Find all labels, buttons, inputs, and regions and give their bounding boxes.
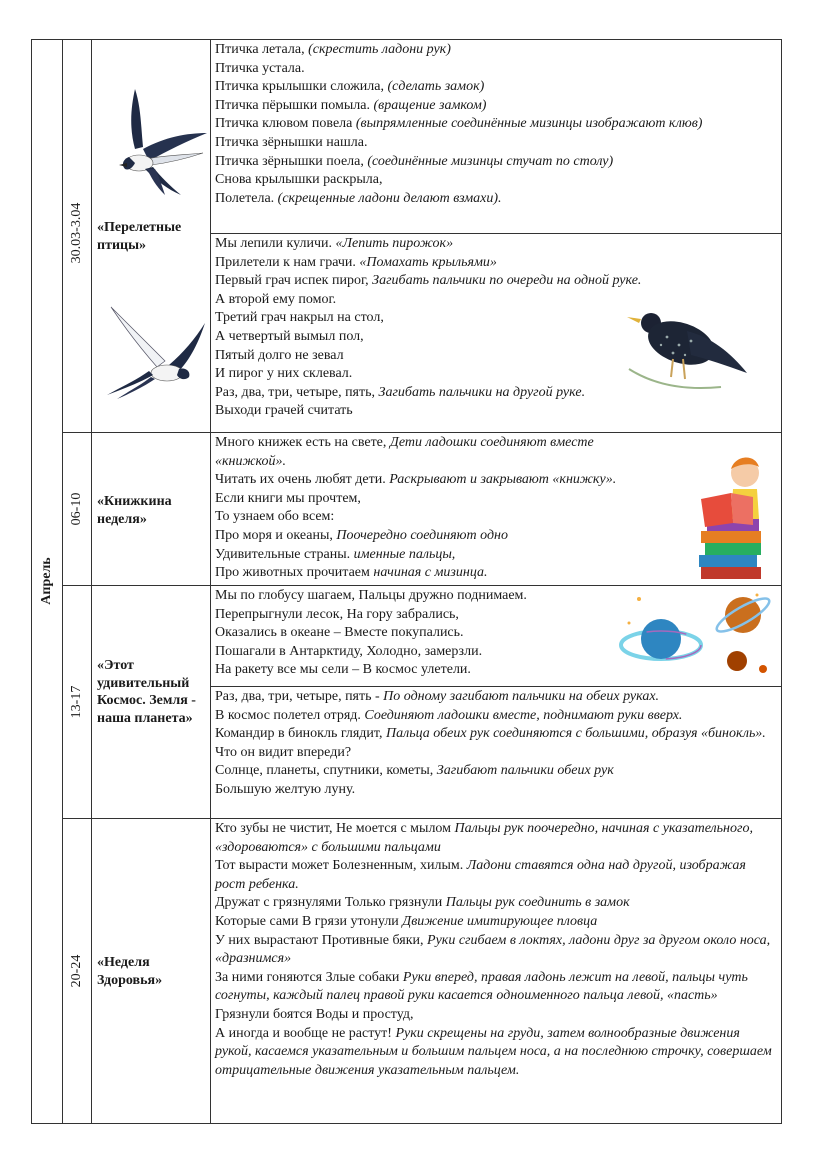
rhyme-text: На ракету все мы сели – В космос улетели.: [215, 662, 471, 678]
row-divider: [210, 233, 781, 234]
rhyme-text: Птичка устала.: [215, 60, 305, 76]
week-theme: «Этот удивительный Космос. Земля - наша планета»: [97, 658, 196, 726]
rhyme-line: [215, 254, 775, 273]
movement-instruction: Соединяют ладошки вместе, поднимают руки вверх.: [364, 707, 683, 723]
rhyme-line: [215, 115, 775, 134]
rhyme-text: Прилетели к нам грачи.: [215, 254, 360, 270]
rhyme-line: [215, 97, 775, 116]
movement-instruction: Руки вперед, правая ладонь лежит на левой, пальцы чуть согнуты, каждый палец правой руки касается одноименного пальца левой, «пасть»: [215, 969, 748, 1004]
rhyme-line: [215, 913, 775, 932]
rhyme-line: [215, 41, 775, 60]
rhyme-text: Кто зубы не чистит, Не моется с мылом: [215, 821, 455, 836]
week-dates: 13-17: [69, 685, 84, 719]
movement-instruction: Руки скрещены на груди, затем волнообразные движения рукой, касаемся указательным и большим пальцем носа, а на последнюю строчку, совершаем отрицательные движения указательным пальцем.: [215, 1025, 772, 1078]
rhyme-line: [215, 134, 775, 153]
rhyme-text: Раз, два, три, четыре, пять -: [215, 689, 384, 704]
rhyme-block: [215, 820, 775, 1080]
rhyme-line: [215, 820, 775, 857]
row-divider: [62, 585, 781, 586]
rhyme-text: Пошагали в Антарктиду, Холодно, замерзли.: [215, 643, 483, 659]
rhyme-line: [215, 60, 775, 79]
movement-instruction: (сделать замок): [387, 79, 485, 95]
rhyme-line: [215, 272, 775, 291]
movement-instruction: Движение имитирующее пловца: [402, 913, 598, 929]
rhyme-text: Птичка крылышки сложила,: [215, 79, 388, 95]
rhyme-line: [215, 857, 775, 894]
rhyme-text: Третий грач накрыл на стол,: [215, 310, 384, 326]
rhyme-text: Птичка летала,: [215, 42, 309, 57]
space-planets-illustration: [617, 587, 777, 685]
rhyme-text: Читать их очень любят дети.: [215, 472, 390, 488]
movement-instruction: Загибают пальчики обеих рук: [436, 763, 614, 779]
plan-table: [31, 39, 781, 1124]
movement-instruction: Пальцы рук поочередно, начиная с указательного, «здороваются» с большими пальцами: [215, 821, 753, 855]
movement-instruction: Руки сгибаем в локтях, ладони друг за другом около носа, «дразнимся»: [215, 932, 771, 967]
rhyme-text: Мы по глобусу шагаем, Пальцы дружно поднимаем.: [215, 588, 527, 603]
rhyme-text: Выходи грачей считать: [215, 403, 353, 419]
rhyme-text: Пятый долго не зевал: [215, 347, 344, 363]
movement-instruction: (вращение замком): [373, 97, 487, 113]
rhyme-line: [215, 171, 775, 190]
rhyme-text: Про моря и океаны,: [215, 527, 337, 543]
rhyme-line: [215, 190, 775, 209]
rhyme-line: [215, 725, 775, 744]
movement-instruction: (соединённые мизинцы стучат по столу): [367, 153, 614, 169]
rhyme-text: Солнце, планеты, спутники, кометы,: [215, 763, 437, 779]
rhyme-text: Много книжек есть на свете,: [215, 435, 390, 450]
row-divider: [62, 818, 781, 819]
rhyme-text: Птичка зёрнышки нашла.: [215, 134, 368, 150]
table-border-bottom: [31, 1123, 781, 1124]
rhyme-text: Тот вырасти может Болезненным, хилым.: [215, 858, 467, 874]
rhyme-text: Птичка клювом повела: [215, 116, 356, 132]
rhyme-text: Перепрыгнули лесок, На гору забрались,: [215, 606, 459, 622]
rhyme-text: Удивительные страны.: [215, 546, 354, 562]
rhyme-text: А четвертый вымыл пол,: [215, 328, 364, 344]
rhyme-text: В космос полетел отряд.: [215, 707, 365, 723]
month-label: Апрель: [39, 557, 54, 605]
rhyme-block: [215, 688, 775, 800]
swallow-illustration: [103, 301, 209, 399]
movement-instruction: «книжкой».: [215, 453, 287, 469]
week-dates: 30.03-3.04: [69, 202, 84, 264]
table-border-right: [781, 39, 782, 1124]
movement-instruction: Загибать пальчики по очереди на одной руке.: [372, 273, 642, 289]
rhyme-text: Птичка пёрышки помыла.: [215, 97, 374, 113]
swallow-illustration: [95, 77, 209, 195]
rhyme-text: Полетела.: [215, 190, 278, 206]
rhyme-text: А иногда и вообще не растут!: [215, 1025, 396, 1041]
rhyme-text: Большую желтую луну.: [215, 781, 356, 797]
rhyme-line: [215, 235, 775, 254]
rhyme-text: Дружат с грязнулями Только грязнули: [215, 895, 446, 911]
table-border-left: [31, 39, 32, 1124]
rhyme-text: Про животных прочитаем: [215, 565, 374, 581]
rhyme-text: Первый грач испек пирог,: [215, 273, 373, 289]
week-theme: «Неделя Здоровья»: [97, 955, 163, 988]
week-dates: 06-10: [69, 492, 84, 526]
table-column-divider: [62, 39, 63, 1124]
row-divider: [62, 432, 781, 433]
week-theme: «Перелетные птицы»: [97, 220, 182, 253]
rhyme-text: Раз, два, три, четыре, пять,: [215, 384, 379, 400]
table-column-divider: [210, 39, 211, 1124]
rhyme-text: Птичка зёрнышки поела,: [215, 153, 368, 169]
rhyme-text: Что он видит впереди?: [215, 744, 352, 760]
week-theme: «Книжкина неделя»: [97, 494, 172, 527]
rhyme-line: [215, 688, 775, 707]
movement-instruction: Пальца обеих рук соединяются с большими, образуя «бинокль».: [386, 726, 766, 742]
movement-instruction: «Помахать крыльями»: [359, 254, 497, 270]
rhyme-text: За ними гоняются Злые собаки: [215, 969, 403, 985]
rook-bird-illustration: [621, 297, 751, 397]
movement-instruction: Ладони ставятся одна над другой, изображая рост ребенка.: [215, 858, 746, 892]
rhyme-text: То узнаем обо всем:: [215, 509, 335, 525]
rhyme-text: Грязнули боятся Воды и простуд,: [215, 1006, 414, 1022]
movement-instruction: (скрещенные ладони делают взмахи).: [277, 190, 502, 206]
rhyme-text: А второй ему помог.: [215, 291, 337, 307]
movement-instruction: именные пальцы,: [353, 546, 456, 562]
table-border-top: [31, 39, 781, 40]
rhyme-line: [215, 1025, 775, 1081]
rhyme-text: И пирог у них склевал.: [215, 366, 353, 382]
movement-instruction: «Лепить пирожок»: [335, 236, 454, 251]
rhyme-line: [215, 932, 775, 969]
rhyme-text: Которые сами В грязи утонули: [215, 913, 403, 929]
movement-instruction: По одному загибают пальчики на обеих руках.: [383, 689, 660, 704]
rhyme-line: [215, 1006, 775, 1025]
child-with-books-illustration: [691, 449, 777, 581]
table-column-divider: [91, 39, 92, 1124]
rhyme-text: Снова крылышки раскрыла,: [215, 172, 383, 188]
rhyme-line: [215, 969, 775, 1006]
rhyme-line: [215, 762, 775, 781]
movement-instruction: (скрестить ладони рук): [308, 42, 451, 57]
movement-instruction: Поочередно соединяют одно: [336, 527, 508, 543]
rhyme-text: Мы лепили куличи.: [215, 236, 336, 251]
rhyme-line: [215, 153, 775, 172]
rhyme-text: У них вырастают Противные бяки,: [215, 932, 428, 948]
movement-instruction: Дети ладошки соединяют вместе: [389, 435, 594, 450]
row-divider: [210, 686, 781, 687]
rhyme-line: [215, 781, 775, 800]
movement-instruction: (выпрямленные соединённые мизинцы изображают клюв): [355, 116, 703, 132]
movement-instruction: Пальцы рук соединить в замок: [445, 895, 630, 911]
rhyme-line: [215, 744, 775, 763]
rhyme-block: [215, 41, 775, 208]
week-dates: 20-24: [69, 954, 84, 988]
rhyme-text: Оказались в океане – Вместе покупались.: [215, 625, 464, 641]
rhyme-line: [215, 78, 775, 97]
rhyme-line: [215, 402, 775, 421]
movement-instruction: Загибать пальчики на другой руке.: [378, 384, 586, 400]
rhyme-line: [215, 707, 775, 726]
rhyme-text: Если книги мы прочтем,: [215, 490, 361, 506]
rhyme-text: Командир в бинокль глядит,: [215, 726, 386, 742]
movement-instruction: Раскрывают и закрывают «книжку».: [389, 472, 617, 488]
rhyme-line: [215, 894, 775, 913]
movement-instruction: начиная с мизинца.: [373, 565, 488, 581]
